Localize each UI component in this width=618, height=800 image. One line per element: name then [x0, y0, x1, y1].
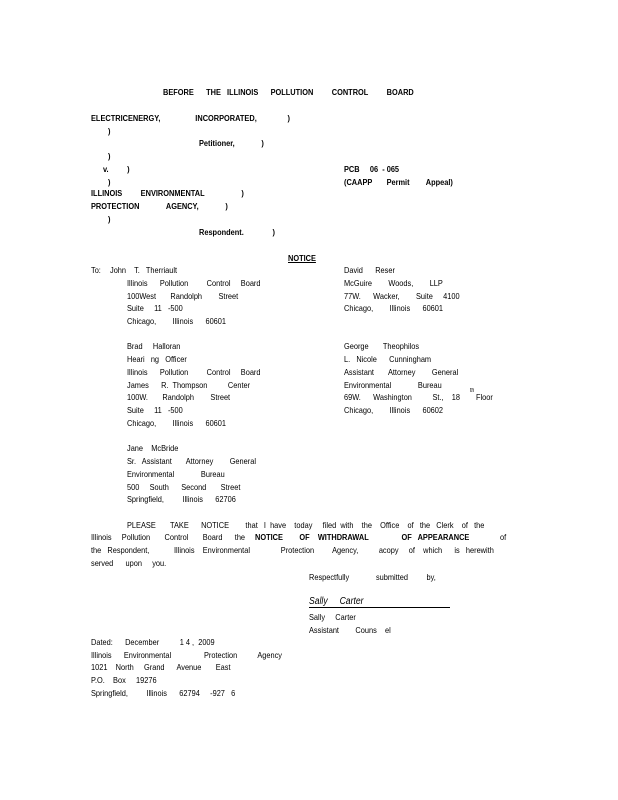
address-line: Suite 11 -500	[127, 405, 183, 415]
dated-line: Dated: December 1 4 , 2009	[91, 637, 215, 647]
address-line: 77W. Wacker, Suite 4100	[344, 291, 460, 301]
petitioner-role: Petitioner, )	[199, 138, 264, 148]
signer-title: Assistant Couns el	[309, 625, 391, 635]
case-type: (CAAPP Permit Appeal)	[344, 177, 453, 187]
address-line: 100West Randolph Street	[127, 291, 239, 301]
address-line: Chicago, Illinois 60601	[344, 303, 444, 313]
address-line: Springfield, Illinois 62706	[127, 494, 236, 504]
body-bold-phrase: NOTICE OF WITHDRAWAL OF APPEARANCE	[255, 532, 470, 542]
body-line: Illinois Pollution Control Board the	[91, 532, 250, 542]
address-line: David Reser	[344, 265, 395, 275]
footer-line: Springfield, Illinois 62794 -927 6	[91, 688, 236, 698]
signature: Sally Carter	[309, 596, 364, 607]
notice-title: NOTICE	[288, 253, 316, 263]
address-line: Illinois Pollution Control Board	[127, 367, 261, 377]
caption-paren: )	[108, 151, 111, 161]
body-line: PLEASE TAKE NOTICE that I have today filed with the Office of the Clerk of the	[127, 520, 485, 530]
document-heading: BEFORE THE ILLINOIS POLLUTION CONTROL BOARD	[163, 87, 414, 97]
floor-superscript: th	[470, 388, 475, 394]
respectfully-submitted: Respectfully submitted by,	[309, 572, 436, 582]
address-line: 100W. Randolph Street	[127, 392, 231, 402]
address-line: Jane McBride	[127, 443, 179, 453]
address-line: Environmental Bureau	[127, 469, 225, 479]
address-line: Chicago, Illinois 60602	[344, 405, 444, 415]
address-line: Chicago, Illinois 60601	[127, 316, 227, 326]
signature-line	[309, 607, 450, 608]
address-line: Suite 11 -500	[127, 303, 183, 313]
to-label: To:	[91, 265, 101, 275]
address-line: George Theophilos	[344, 341, 420, 351]
address-line: James R. Thompson Center	[127, 380, 251, 390]
address-line: Brad Halloran	[127, 341, 181, 351]
address-line: Illinois Pollution Control Board	[127, 278, 261, 288]
address-line: 69W. Washington St., 18	[344, 392, 460, 402]
footer-line: P.O. Box 19276	[91, 675, 157, 685]
case-number: PCB 06 - 065	[344, 164, 400, 174]
footer-line: Illinois Environmental Protection Agency	[91, 650, 283, 660]
address-line: Chicago, Illinois 60601	[127, 418, 227, 428]
address-line: 500 South Second Street	[127, 482, 241, 492]
body-line: of	[500, 532, 507, 542]
address-line: Heari ng Officer	[127, 354, 187, 364]
address-line: Floor	[476, 392, 493, 402]
signer-name: Sally Carter	[309, 612, 356, 622]
address-line: Sr. Assistant Attorney General	[127, 456, 256, 466]
petitioner-name: ELECTRICENERGY, INCORPORATED, )	[91, 113, 291, 123]
address-line: McGuire Woods, LLP	[344, 278, 443, 288]
address-line: Assistant Attorney General	[344, 367, 459, 377]
respondent-name-line1: ILLINOIS ENVIRONMENTAL )	[91, 188, 244, 198]
address-line: John T. Therriault	[110, 265, 178, 275]
respondent-name-line2: PROTECTION AGENCY, )	[91, 201, 228, 211]
caption-versus: v. )	[103, 164, 130, 174]
address-line: Environmental Bureau	[344, 380, 442, 390]
caption-paren: )	[108, 177, 111, 187]
caption-paren: )	[108, 126, 111, 136]
respondent-role: Respondent. )	[199, 227, 275, 237]
body-line: served upon you.	[91, 558, 167, 568]
body-line: the Respondent, Illinois Environmental Protection Agency, acopy of which is herewith	[91, 545, 494, 555]
caption-paren: )	[108, 214, 111, 224]
footer-line: 1021 North Grand Avenue East	[91, 662, 231, 672]
address-line: L. Nicole Cunningham	[344, 354, 432, 364]
